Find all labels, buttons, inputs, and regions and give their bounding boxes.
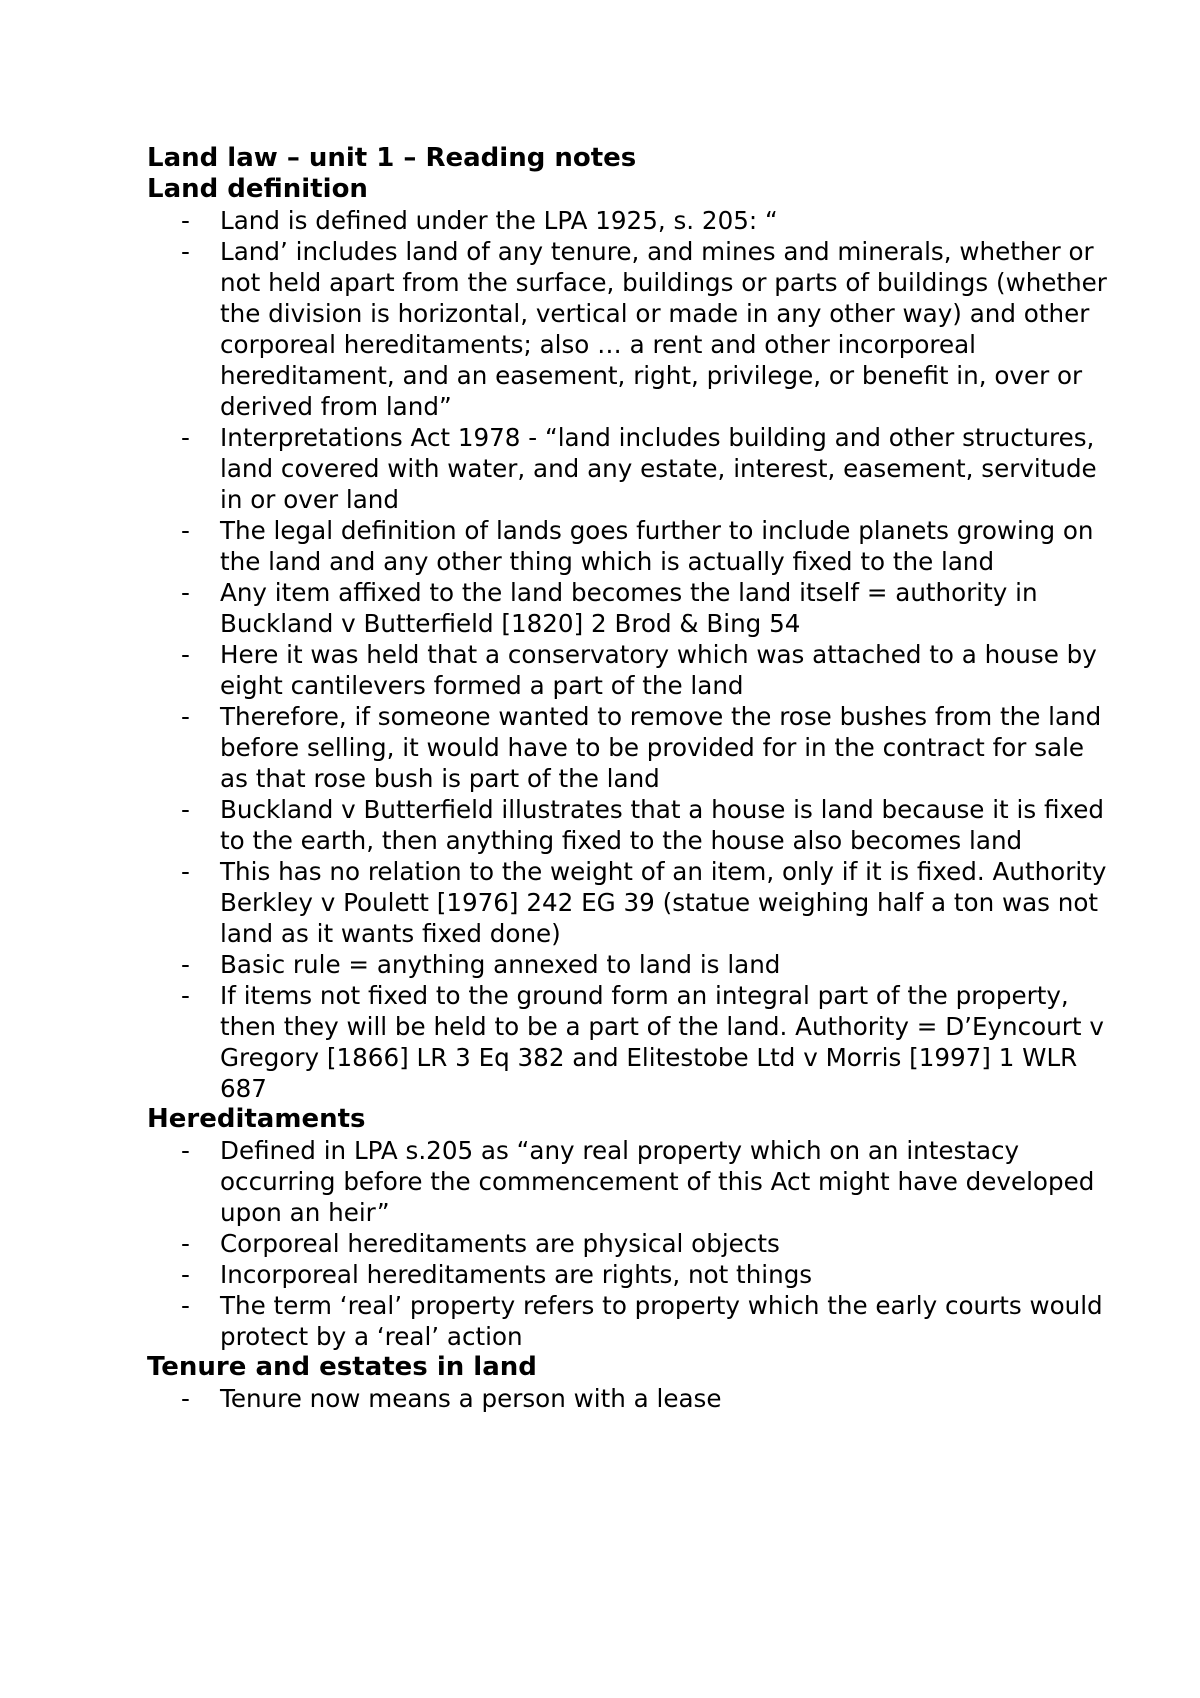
list-item-text: Land’ includes land of any tenure, and mines and minerals, whether or not held apart from the surface, buildings or parts of buildings (whether the division is horizontal, vertical or made in any other way) and other corporeal hereditaments; also … a rent and other incorporeal hereditament, and an easement, right, privilege, or benefit in, over or derived from land” — [220, 237, 1107, 421]
list-item-text: Interpretations Act 1978 - “land includes building and other structures, land covered with water, and any estate, interest, easement, servitude in or over land — [220, 423, 1097, 514]
section-heading: Tenure and estates in land — [147, 1352, 537, 1382]
list-item-text: Land is defined under the LPA 1925, s. 205: “ — [220, 206, 778, 235]
section-land-definition — [147, 174, 1107, 1104]
dash-bullet: - — [181, 516, 190, 545]
list-item — [147, 980, 1107, 1104]
bullet-list — [147, 205, 1107, 1104]
list-item — [147, 794, 1107, 856]
list-item — [147, 1135, 1107, 1228]
section-hereditaments — [147, 1104, 1107, 1352]
section-heading: Land definition — [147, 174, 368, 204]
list-item — [147, 856, 1107, 949]
dash-bullet: - — [181, 640, 190, 669]
list-item-text: Incorporeal hereditaments are rights, not things — [220, 1260, 813, 1289]
list-item — [147, 639, 1107, 701]
dash-bullet: - — [181, 702, 190, 731]
list-item-text: Here it was held that a conservatory which was attached to a house by eight cantilevers formed a part of the land — [220, 640, 1097, 700]
list-item — [147, 1290, 1107, 1352]
list-item-text: Corporeal hereditaments are physical objects — [220, 1229, 780, 1258]
list-item-text: The term ‘real’ property refers to property which the early courts would protect by a ‘real’ action — [220, 1291, 1103, 1351]
dash-bullet: - — [181, 1384, 190, 1413]
bullet-list — [147, 1135, 1107, 1352]
document-title: Land law – unit 1 – Reading notes — [147, 143, 637, 173]
list-item — [147, 422, 1107, 515]
dash-bullet: - — [181, 1260, 190, 1289]
list-item — [147, 1259, 1107, 1290]
list-item — [147, 577, 1107, 639]
list-item-text: Tenure now means a person with a lease — [220, 1384, 722, 1413]
dash-bullet: - — [181, 1136, 190, 1165]
dash-bullet: - — [181, 981, 190, 1010]
list-item-text: Buckland v Butterfield illustrates that a house is land because it is fixed to the earth, then anything fixed to the house also becomes land — [220, 795, 1105, 855]
list-item — [147, 1228, 1107, 1259]
dash-bullet: - — [181, 795, 190, 824]
list-item — [147, 949, 1107, 980]
dash-bullet: - — [181, 1291, 190, 1320]
list-item-text: If items not fixed to the ground form an integral part of the property, then they will be held to be a part of the land. Authority = D’Eyncourt v Gregory [1866] LR 3 Eq 382 and Elitestobe Ltd v Morris [1997] 1 WLR 687 — [220, 981, 1104, 1103]
dash-bullet: - — [181, 206, 190, 235]
section-tenure-and-estates — [147, 1352, 1107, 1414]
list-item — [147, 236, 1107, 422]
list-item — [147, 205, 1107, 236]
list-item-text: Therefore, if someone wanted to remove the rose bushes from the land before selling, it would have to be provided for in the contract for sale as that rose bush is part of the land — [220, 702, 1102, 793]
list-item — [147, 1383, 1107, 1414]
dash-bullet: - — [181, 857, 190, 886]
list-item-text: Any item affixed to the land becomes the land itself = authority in Buckland v Butterfield [1820] 2 Brod & Bing 54 — [220, 578, 1038, 638]
dash-bullet: - — [181, 578, 190, 607]
dash-bullet: - — [181, 1229, 190, 1258]
list-item-text: Defined in LPA s.205 as “any real property which on an intestacy occurring before the commencement of this Act might have developed upon an heir” — [220, 1136, 1095, 1227]
list-item — [147, 515, 1107, 577]
list-item-text: This has no relation to the weight of an item, only if it is fixed. Authority Berkley v Poulett [1976] 242 EG 39 (statue weighing half a ton was not land as it wants fixed done) — [220, 857, 1107, 948]
dash-bullet: - — [181, 237, 190, 266]
document-body — [147, 143, 1107, 1414]
list-item-text: The legal definition of lands goes further to include planets growing on the land and any other thing which is actually fixed to the land — [220, 516, 1094, 576]
bullet-list — [147, 1383, 1107, 1414]
list-item-text: Basic rule = anything annexed to land is land — [220, 950, 781, 979]
dash-bullet: - — [181, 950, 190, 979]
dash-bullet: - — [181, 423, 190, 452]
list-item — [147, 701, 1107, 794]
section-heading: Hereditaments — [147, 1104, 366, 1134]
